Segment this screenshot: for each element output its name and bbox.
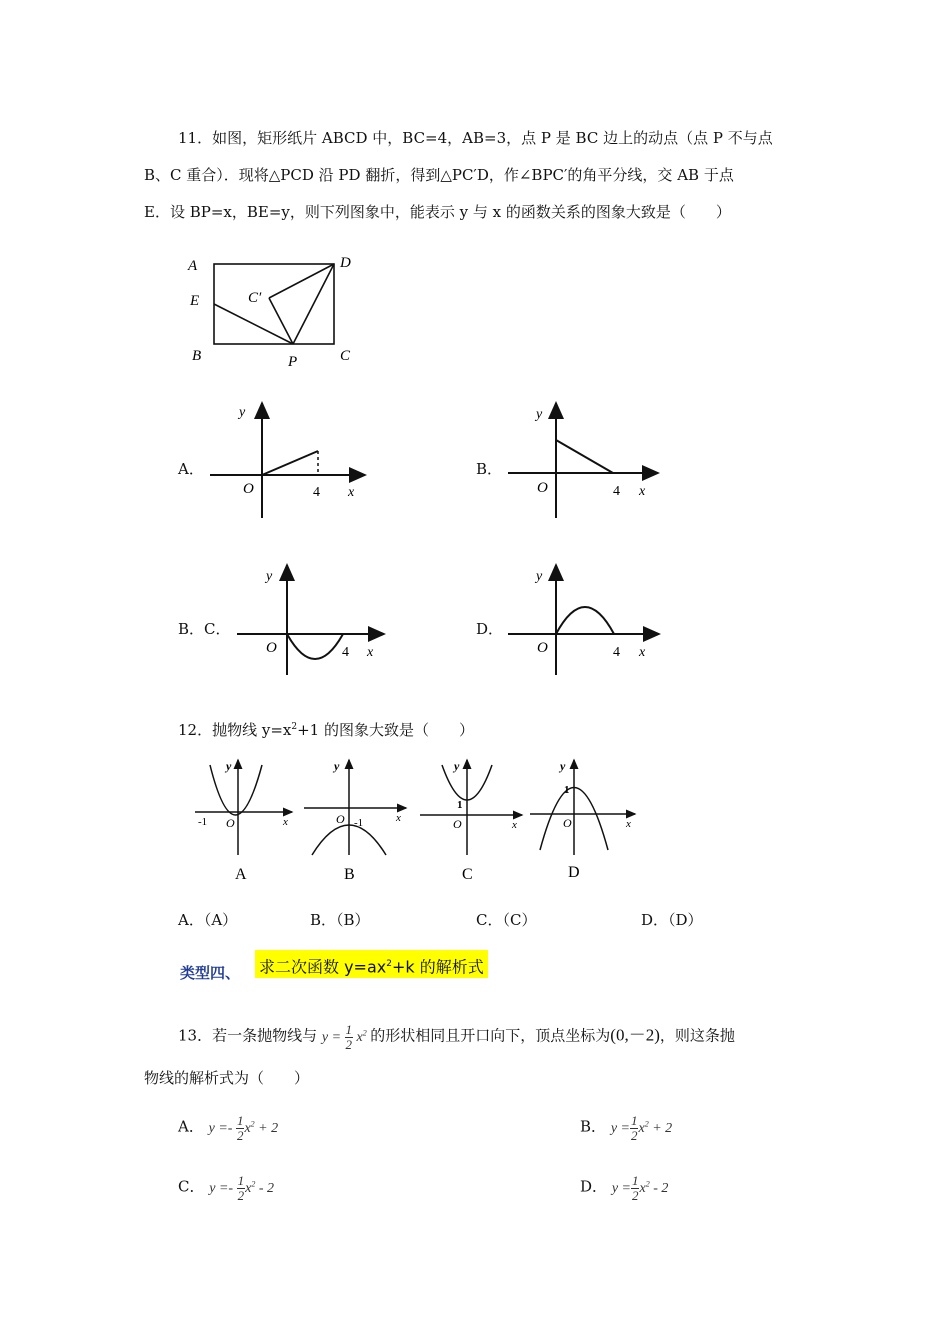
axis-y-label: y (266, 569, 273, 584)
tick-4-label: 4 (613, 484, 620, 499)
q13-vertex: (0,－2) (610, 1025, 660, 1045)
q11-option-b-label: B． (476, 460, 503, 478)
axis-y-label: y (560, 759, 566, 773)
q11-graph-b (503, 398, 673, 523)
q13-option-a: A． y =- $\frac{1}{2}$ $x^2 + 2$ (178, 1112, 279, 1143)
section-highlight: 求二次函数 $y=ax^2+k$ 的解析式 (255, 950, 488, 978)
q13-stem-line-2: 物线的解析式为（ ） (144, 1069, 310, 1087)
q12-graph-d (530, 759, 635, 881)
graph-b-segment (556, 440, 613, 473)
q11-rectangle-figure (180, 248, 380, 378)
q13-stem-line-1: 13．若一条抛物线与 y = $\frac{1}{2}$ $x^2$ 的形状相同且开口向下，顶点坐标为(0,－2)，则这条抛 (178, 1021, 735, 1052)
tick-4-label: 4 (342, 645, 349, 660)
axis-y-label: y (536, 569, 543, 584)
q12-stem-post: +1 的图象大致是（ ） (297, 721, 474, 739)
axis-x-label: x (348, 485, 355, 500)
axis-x-label: x (283, 816, 288, 828)
q11-option-d-label: D． (476, 620, 504, 638)
origin-label: O (537, 640, 548, 656)
segment-ep (214, 304, 293, 344)
axis-x-label: x (639, 484, 646, 499)
origin-label: O (537, 480, 548, 496)
axis-x-label: x (639, 645, 646, 660)
q13-option-b: B． y = $\frac{1}{2}$ $x^2 + 2$ (580, 1112, 673, 1143)
axis-y-label: y (454, 759, 460, 773)
axis-y-label: y (334, 759, 340, 773)
q11-graph-d (503, 560, 673, 678)
origin-label: O (226, 816, 235, 830)
origin-label: O (453, 817, 462, 831)
q12-graph-a (195, 759, 292, 883)
graph-c-curve (287, 634, 343, 659)
graph-d-curve (556, 607, 614, 634)
origin-label: O (243, 481, 254, 497)
q11-line-3: E．设 BP=x，BE=y，则下列图象中，能表示 y 与 x 的函数关系的图象大致是（ ） (144, 203, 731, 221)
axis-x-label: x (512, 819, 517, 831)
q11-option-c-label: B．C． (178, 620, 231, 638)
axis-x-label: x (367, 645, 374, 660)
q12-graphs (190, 755, 650, 885)
label-c: C (340, 348, 351, 364)
q12-graph-c (420, 759, 522, 883)
q13-given-function: y = $\frac{1}{2}$ $x^2$ (321, 1021, 367, 1052)
q11-line-2: B、C 重合）．现将△PCD 沿 PD 翻折，得到△PC′D，作∠BPC′的角平分线，交 AB 于点 (144, 166, 734, 184)
axis-y-label: y (226, 759, 232, 773)
tick-4-label: 4 (313, 485, 320, 500)
q11-graph-a (205, 398, 375, 523)
origin-label: O (563, 816, 572, 830)
tick-neg1-label: -1 (354, 817, 364, 829)
tick-1-label: 1 (457, 799, 463, 811)
origin-label: O (266, 640, 277, 656)
q12-stem-pre: 12．抛物线 y=x (178, 721, 292, 739)
axis-x-label: x (626, 818, 631, 830)
label-b: B (192, 348, 202, 364)
q11-option-a-label: A． (178, 460, 204, 478)
graph-b-letter: B (344, 866, 355, 883)
graph-a-letter: A (235, 866, 247, 883)
q12-option-b: B．（B） (310, 911, 370, 929)
axis-y-label: y (239, 405, 246, 420)
q12-option-c: C．（C） (476, 911, 537, 929)
graph-c-letter: C (462, 866, 473, 883)
q11-graph-c (232, 560, 392, 678)
q12-stem-sup: 2 (291, 722, 298, 732)
tick-1-label: 1 (564, 784, 570, 796)
q12-option-a: A．（A） (178, 911, 238, 929)
graph-a-segment (262, 451, 318, 475)
label-p: P (288, 354, 298, 370)
label-e: E (190, 293, 200, 309)
axis-y-label: y (536, 407, 543, 422)
origin-label: O (336, 812, 345, 826)
q12-option-d: D．（D） (641, 911, 703, 929)
q12-stem (178, 717, 474, 740)
axis-x-label: x (396, 812, 401, 824)
segment-pd (293, 264, 334, 344)
rectangle-abcd (214, 264, 334, 344)
section-title: 类型四、 (180, 964, 241, 982)
q13-option-d: D． y = $\frac{1}{2}$ $x^2 - 2$ (580, 1172, 669, 1203)
label-d: D (340, 255, 351, 271)
graph-d-letter: D (568, 864, 580, 881)
segment-c-prime-d (269, 264, 334, 298)
tick-4-label: 4 (613, 645, 620, 660)
label-c-prime: C′ (248, 290, 262, 306)
q11-line-1: 11．如图，矩形纸片 ABCD 中，BC=4，AB=3，点 P 是 BC 边上的动点（点 P 不与点 (178, 129, 773, 147)
q13-option-c: C． y =- $\frac{1}{2}$ $x^2 - 2$ (178, 1172, 274, 1203)
tick-neg1-label: -1 (198, 816, 208, 828)
q12-graph-b (304, 759, 406, 883)
label-a: A (188, 258, 198, 274)
